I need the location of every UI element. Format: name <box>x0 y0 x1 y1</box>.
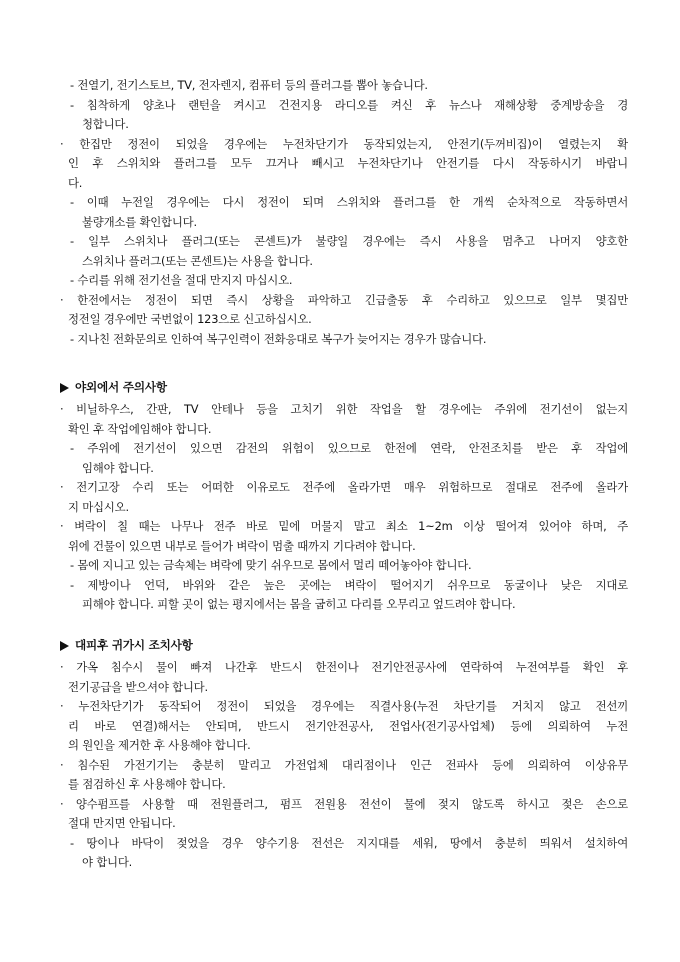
text-line: - 침착하게 양초나 랜턴을 켜시고 건전지용 라디오를 켜신 후 뉴스나 재해상황 중계방송을 경 <box>70 97 628 112</box>
text-line: 임해야 합니다. <box>82 460 154 475</box>
text-line: · 양수펌프를 사용할 때 전원플러그, 펌프 전원용 전선이 물에 젖지 않도록 하시고 젖은 손으로 <box>60 796 628 811</box>
text-line: 지 마십시오. <box>68 499 129 514</box>
return-home-section <box>60 658 628 873</box>
bullet-paragraph <box>60 135 628 194</box>
bullet-paragraph <box>60 478 628 517</box>
text-line: 위에 건물이 있으면 내부로 들어가 벼락이 멈출 때까지 기다려야 합니다. <box>68 538 416 553</box>
bullet-paragraph <box>60 756 628 795</box>
text-line: · 전기고장 수리 또는 어떠한 이유로도 전주에 올라가면 매우 위험하므로 절대로 전주에 올라가 <box>60 480 628 494</box>
triangle-bullet-icon <box>60 383 69 393</box>
text-line: 전기공급을 받으셔야 합니다. <box>68 679 208 694</box>
dash-paragraph <box>60 76 628 96</box>
dash-paragraph <box>60 193 628 232</box>
return-home-heading-text: 대피후 귀가시 조치사항 <box>75 638 193 653</box>
dash-paragraph <box>60 576 628 615</box>
text-line: · 벼락이 칠 때는 나무나 전주 바로 밑에 머물지 말고 최소 1~2m 이상 떨어져 있어야 하며, 주 <box>60 519 628 533</box>
dash-paragraph <box>60 271 628 291</box>
text-line: 청합니다. <box>82 117 129 131</box>
dash-paragraph <box>60 834 628 873</box>
text-line: - 땅이나 바닥이 젖었을 경우 양수기용 전선은 지지대를 세워, 땅에서 충분히 띄워서 설치하여 <box>70 835 628 850</box>
text-line: 불량개소를 확인합니다. <box>82 214 197 229</box>
text-line: · 누전차단기가 동작되어 정전이 되었을 경우에는 직결사용(누전 차단기를 거치지 않고 전선끼 <box>60 699 628 713</box>
dash-paragraph <box>60 232 628 271</box>
text-line: - 제방이나 언덕, 바위와 같은 높은 곳에는 벼락이 떨어지기 쉬우므로 동굴이나 낮은 지대로 <box>70 577 628 592</box>
text-line: 의 원인을 제거한 후 사용해야 합니다. <box>68 738 251 752</box>
text-line: 를 점검하신 후 사용해야 합니다. <box>68 777 226 791</box>
outdoor-heading-text: 야외에서 주의사항 <box>75 380 167 395</box>
outdoor-heading <box>60 378 167 398</box>
bullet-paragraph <box>60 697 628 756</box>
text-line: - 주위에 전기선이 있으면 감전의 위험이 있으므로 한전에 연락, 안전조치를 받은 후 작업에 <box>70 441 628 455</box>
text-line: - 전열기, 전기스토브, TV, 전자렌지, 컴퓨터 등의 플러그를 뽑아 놓습니다. <box>70 78 428 92</box>
text-line: · 한전에서는 정전이 되면 즉시 상황을 파악하고 긴급출동 후 수리하고 있으므로 일부 몇집만 <box>60 292 628 307</box>
dash-paragraph <box>60 439 628 478</box>
bullet-paragraph <box>60 400 628 439</box>
bullet-paragraph <box>60 517 628 556</box>
text-line: · 가옥 침수시 물이 빠져 나간후 반드시 한전이나 전기안전공사에 연락하여 누전여부를 확인 후 <box>60 660 628 674</box>
text-line: 인 후 스위치와 플러그를 모두 끄거나 빼시고 누전차단기나 안전기를 다시 작동하시기 바랍니 <box>68 156 628 170</box>
text-line: - 수리를 위해 전기선을 절대 만지지 마십시오. <box>70 273 293 287</box>
bullet-paragraph <box>60 658 628 697</box>
text-line: 피해야 합니다. 피할 곳이 없는 평지에서는 몸을 굽히고 다리를 오무리고 엎드려야 합니다. <box>82 597 516 611</box>
text-line: 스위치나 플러그(또는 콘센트)는 사용을 합니다. <box>82 253 313 268</box>
text-line: - 지나친 전화문의로 인하여 복구인력이 전화응대로 복구가 늦어지는 경우가 많습니다. <box>70 331 487 346</box>
triangle-bullet-icon <box>60 641 69 651</box>
text-line: 정전일 경우에만 국번없이 123으로 신고하십시오. <box>68 312 312 326</box>
text-line: 확인 후 작업에임해야 합니다. <box>68 421 212 436</box>
bullet-paragraph <box>60 795 628 834</box>
text-line: - 몸에 지니고 있는 금속체는 벼락에 맞기 쉬우므로 몸에서 멀리 떼어놓아야 합니다. <box>70 558 472 572</box>
dash-paragraph <box>60 556 628 576</box>
text-line: 야 합니다. <box>82 855 133 869</box>
text-line: 절대 만지면 안됩니다. <box>68 816 176 830</box>
bullet-paragraph <box>60 291 628 330</box>
text-line: 리 바로 연결)해서는 안되며, 반드시 전기안전공사, 전업사(전기공사업체) 등에 의뢰하여 누전 <box>68 718 628 733</box>
text-line: · 침수된 가전기기는 충분히 말리고 가전업체 대리점이나 인근 전파사 등에 의뢰하여 이상유무 <box>60 757 628 772</box>
outdoor-section <box>60 400 628 615</box>
dash-paragraph <box>60 330 628 350</box>
text-line: - 일부 스위치나 플러그(또는 콘센트)가 불량일 경우에는 즉시 사용을 멈추고 나머지 양호한 <box>70 234 628 248</box>
text-line: · 비닐하우스, 간판, TV 안테나 등을 고치기 위한 작업을 할 경우에는 주위에 전기선이 없는지 <box>60 402 628 416</box>
power-outage-section <box>60 76 628 349</box>
text-line: - 이때 누전일 경우에는 다시 정전이 되며 스위치와 플러그를 한 개씩 순차적으로 작동하면서 <box>70 195 628 209</box>
return-home-heading <box>60 636 193 656</box>
text-line: · 한집만 정전이 되었을 경우에는 누전차단기가 동작되었는지, 안전기(두꺼비집)이 열렸는지 확 <box>60 136 628 151</box>
text-line: 다. <box>68 175 83 190</box>
dash-paragraph <box>60 96 628 135</box>
